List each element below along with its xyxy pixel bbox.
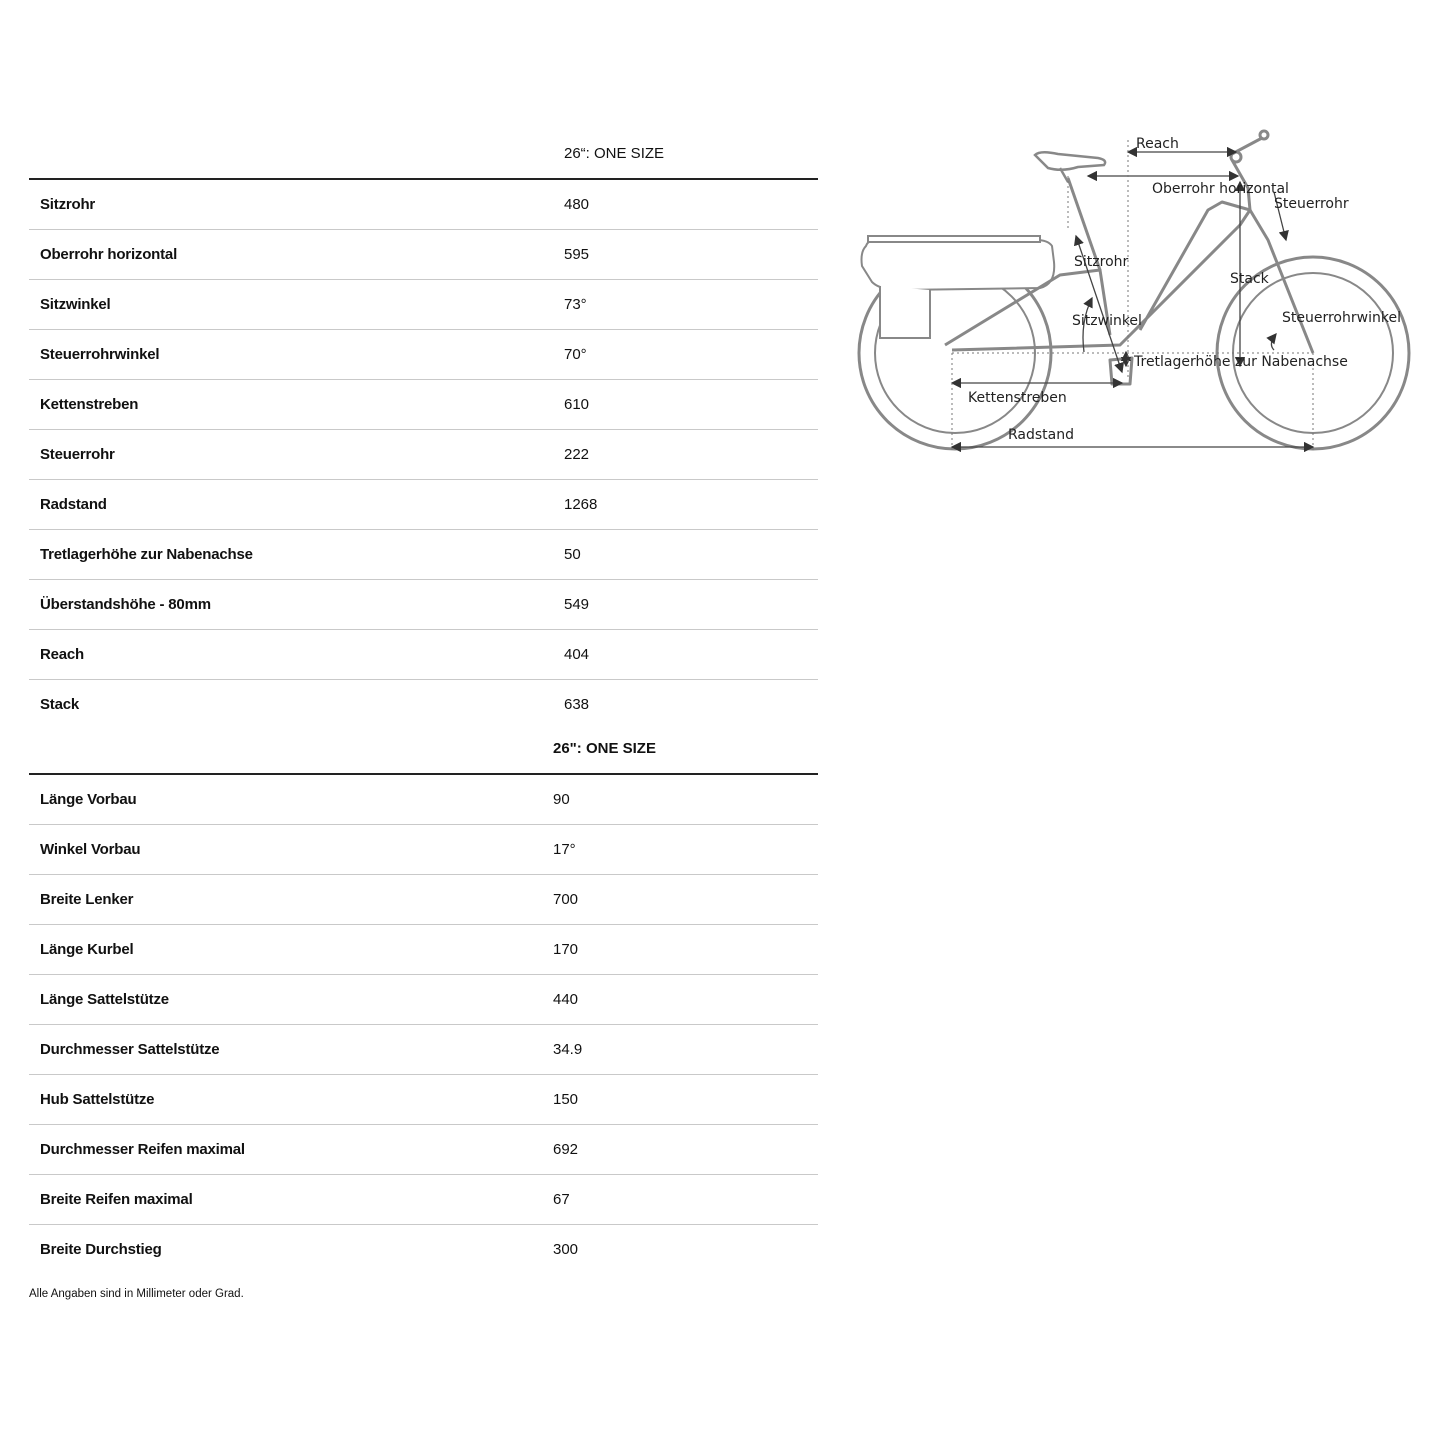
geometry-table	[29, 128, 818, 729]
table-row	[29, 825, 818, 875]
row-label: Breite Reifen maximal	[40, 1191, 193, 1208]
table-row	[29, 1125, 818, 1175]
row-value: 1268	[564, 496, 598, 513]
row-value: 67	[553, 1191, 570, 1208]
bike-geometry-diagram	[850, 120, 1420, 460]
table-row	[29, 530, 818, 580]
row-label: Reach	[40, 646, 85, 663]
size-header: 26“: ONE SIZE	[564, 145, 665, 162]
row-label: Stack	[40, 696, 80, 713]
table-row	[29, 580, 818, 630]
label-oberrohr: Oberrohr horizontal	[1152, 181, 1289, 197]
row-label: Steuerrohr	[40, 446, 115, 463]
row-label: Winkel Vorbau	[40, 841, 141, 858]
row-value: 70°	[564, 346, 587, 363]
table-row	[29, 680, 818, 729]
components-table-header	[29, 723, 818, 775]
components-table	[29, 723, 818, 1274]
table-row	[29, 925, 818, 975]
row-label: Überstandshöhe - 80mm	[40, 596, 211, 613]
row-label: Kettenstreben	[40, 396, 139, 413]
table-row	[29, 230, 818, 280]
row-label: Breite Durchstieg	[40, 1241, 162, 1258]
label-steuerrohrwinkel: Steuerrohrwinkel	[1282, 310, 1401, 326]
row-label: Sitzrohr	[40, 196, 96, 213]
row-value: 700	[553, 891, 579, 908]
table-row	[29, 1175, 818, 1225]
row-value: 90	[553, 791, 570, 808]
row-label: Hub Sattelstütze	[40, 1091, 155, 1108]
row-label: Oberrohr horizontal	[40, 246, 178, 263]
row-value: 17°	[553, 841, 576, 858]
table-row	[29, 1025, 818, 1075]
row-value: 73°	[564, 296, 587, 313]
row-label: Tretlagerhöhe zur Nabenachse	[40, 546, 253, 563]
row-label: Länge Kurbel	[40, 941, 134, 958]
row-label: Steuerrohrwinkel	[40, 346, 160, 363]
row-label: Sitzwinkel	[40, 296, 111, 313]
label-sitzwinkel: Sitzwinkel	[1072, 313, 1142, 329]
row-label: Länge Vorbau	[40, 791, 137, 808]
table-row	[29, 430, 818, 480]
table-row	[29, 480, 818, 530]
row-value: 638	[564, 696, 590, 713]
table-row	[29, 975, 818, 1025]
table-row	[29, 380, 818, 430]
row-label: Länge Sattelstütze	[40, 991, 169, 1008]
row-label: Durchmesser Reifen maximal	[40, 1141, 245, 1158]
table-row	[29, 1225, 818, 1274]
label-radstand: Radstand	[1008, 427, 1075, 443]
label-stack: Stack	[1230, 271, 1269, 287]
label-sitzrohr: Sitzrohr	[1074, 254, 1129, 270]
table-row	[29, 330, 818, 380]
rear-rack	[862, 236, 1055, 338]
label-reach: Reach	[1136, 136, 1179, 152]
label-kettenstreben: Kettenstreben	[968, 390, 1067, 406]
row-value: 150	[553, 1091, 579, 1108]
row-value: 300	[553, 1241, 579, 1258]
row-value: 50	[564, 546, 581, 563]
row-label: Durchmesser Sattelstütze	[40, 1041, 220, 1058]
label-steuerrohr: Steuerrohr	[1274, 196, 1349, 212]
row-value: 549	[564, 596, 590, 613]
row-value: 440	[553, 991, 579, 1008]
row-label: Radstand	[40, 496, 107, 513]
table-row	[29, 180, 818, 230]
size-header: 26": ONE SIZE	[553, 740, 656, 757]
table-row	[29, 280, 818, 330]
row-value: 34.9	[553, 1041, 583, 1058]
saddle	[1035, 152, 1105, 182]
footnote: Alle Angaben sind in Millimeter oder Grad.	[29, 1288, 244, 1300]
row-value: 595	[564, 246, 590, 263]
row-value: 480	[564, 196, 590, 213]
row-value: 610	[564, 396, 590, 413]
row-value: 170	[553, 941, 579, 958]
table-row	[29, 775, 818, 825]
label-tretlager: Tretlagerhöhe zur Nabenachse	[1134, 354, 1348, 370]
table-row	[29, 875, 818, 925]
row-value: 222	[564, 446, 590, 463]
table-row	[29, 1075, 818, 1125]
row-value: 404	[564, 646, 590, 663]
table-row	[29, 630, 818, 680]
geometry-table-header	[29, 128, 818, 180]
row-label: Breite Lenker	[40, 891, 134, 908]
row-value: 692	[553, 1141, 579, 1158]
